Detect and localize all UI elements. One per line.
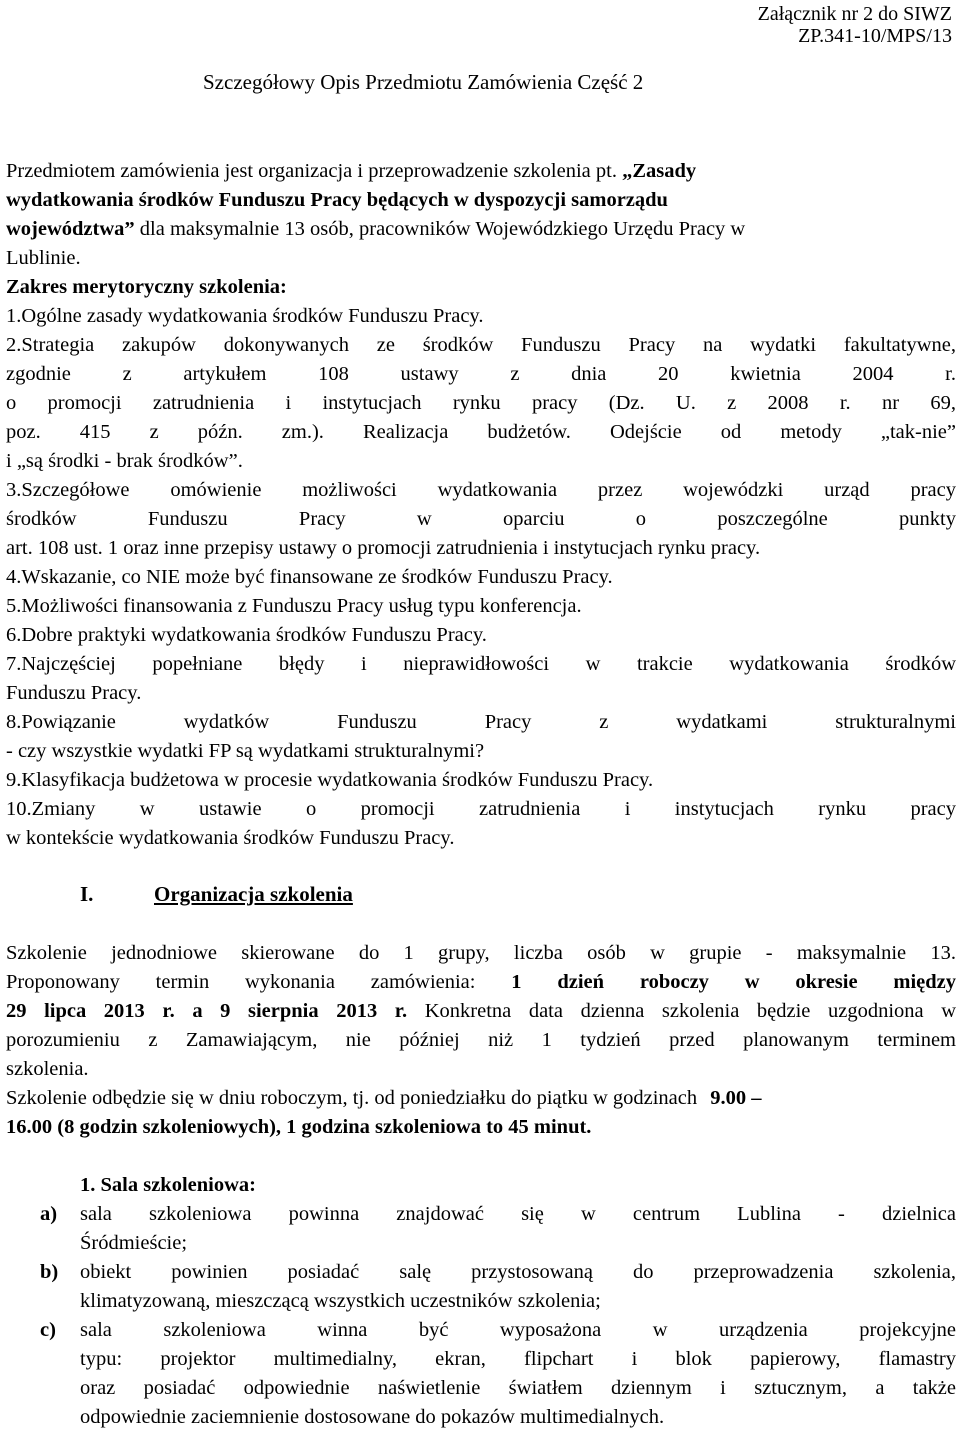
- scope-item-1: 1.Ogólne zasady wydatkowania środków Funduszu Pracy.: [6, 305, 484, 327]
- scope-item-2-line-5: i „są środki - brak środków”.: [6, 450, 243, 472]
- scope-item-8-line-1: 8.Powiązanie wydatków Funduszu Pracy z wydatkami strukturalnymi: [6, 711, 956, 733]
- training-title-start: „Zasady: [622, 160, 697, 182]
- org-line-5: szkolenia.: [6, 1058, 89, 1080]
- training-title-end: województwa”: [6, 218, 135, 240]
- scope-item-10-line-1: 10.Zmiany w ustawie o promocji zatrudnienia i instytucjach rynku pracy: [6, 798, 956, 820]
- intro-line-4: Lublinie.: [6, 247, 81, 269]
- item-c-line-3: oraz posiadać odpowiednie naświetlenie światłem dziennym i sztucznym, a także: [80, 1377, 956, 1399]
- scope-item-2-line-3: o promocji zatrudnienia i instytucjach rynku pracy (Dz. U. z 2008 r. nr 69,: [6, 392, 956, 414]
- scope-heading: Zakres merytoryczny szkolenia:: [6, 276, 287, 298]
- item-c-line-1: sala szkoleniowa winna być wyposażona w urządzenia projekcyjne: [80, 1319, 956, 1341]
- scope-item-7-line-2: Funduszu Pracy.: [6, 682, 142, 704]
- scope-item-2-line-1: 2.Strategia zakupów dokonywanych ze środków Funduszu Pracy na wydatki fakultatywne,: [6, 334, 956, 356]
- scope-item-2-line-4: poz. 415 z późn. zm.). Realizacja budżetów. Odejście od metody „tak-nie”: [6, 421, 956, 443]
- item-b-letter: b): [40, 1261, 59, 1283]
- item-b-line-2: klimatyzowaną, mieszczącą wszystkich uczestników szkolenia;: [80, 1290, 601, 1312]
- item-c-letter: c): [40, 1319, 56, 1341]
- hours-label: Szkolenie odbędzie się w dniu roboczym, tj. od poniedziałku do piątku w godzinach: [6, 1087, 703, 1109]
- document-title: Szczegółowy Opis Przedmiotu Zamówienia Część 2: [203, 70, 644, 94]
- org-line-1: Szkolenie jednodniowe skierowane do 1 grupy, liczba osób w grupie - maksymalnie 13.: [6, 942, 956, 964]
- scope-item-6: 6.Dobre praktyki wydatkowania środków Funduszu Pracy.: [6, 624, 487, 646]
- term-value: 1 dzień roboczy w okresie między: [511, 971, 957, 993]
- intro-line-2: [6, 186, 956, 215]
- org-line-2: [6, 968, 956, 997]
- hours-start: 9.00 –: [710, 1087, 762, 1109]
- item-a-line-2: Śródmieście;: [80, 1232, 188, 1254]
- org-line-4: porozumieniu z Zamawiającym, nie później niż 1 tydzień przed planowanym terminem: [6, 1029, 956, 1051]
- reference-number: ZP.341-10/MPS/13: [798, 25, 952, 47]
- attachment-label: Załącznik nr 2 do SIWZ: [757, 3, 952, 25]
- scope-item-3-line-3: art. 108 ust. 1 oraz inne przepisy ustawy o promocji zatrudnienia i instytucjach rynku pracy.: [6, 537, 761, 559]
- scope-item-3-line-1: 3.Szczegółowe omówienie możliwości wydatkowania przez wojewódzki urząd pracy: [6, 479, 956, 501]
- term-label: Proponowany termin wykonania zamówienia:: [6, 971, 512, 993]
- room-heading: 1. Sala szkoleniowa:: [80, 1174, 256, 1196]
- section-title: Organizacja szkolenia: [154, 882, 353, 906]
- item-a-line-1: sala szkoleniowa powinna znajdować się w centrum Lublina - dzielnica: [80, 1203, 956, 1225]
- intro-line-3: [6, 215, 956, 244]
- term-dates: 29 lipca 2013 r. a 9 sierpnia 2013 r.: [6, 1000, 408, 1022]
- item-b-line-1: obiekt powinien posiadać salę przystosowaną do przeprowadzenia szkolenia,: [80, 1261, 956, 1283]
- org-line-7: 16.00 (8 godzin szkoleniowych), 1 godzina szkoleniowa to 45 minut.: [6, 1116, 592, 1138]
- scope-item-10-line-2: w kontekście wydatkowania środków Funduszu Pracy.: [6, 827, 455, 849]
- org-line-6: [6, 1084, 956, 1113]
- training-title-middle: wydatkowania środków Funduszu Pracy będących w dyspozycji samorządu: [6, 189, 668, 211]
- org-line-3: [6, 997, 956, 1026]
- item-c-line-4: odpowiednie zaciemnienie dostosowane do pokazów multimedialnych.: [80, 1406, 665, 1428]
- scope-item-5: 5.Możliwości finansowania z Funduszu Pracy usług typu konferencja.: [6, 595, 582, 617]
- intro-line-1: [6, 157, 956, 186]
- scope-item-3-line-2: środków Funduszu Pracy w oparciu o poszczególne punkty: [6, 508, 956, 530]
- scope-item-8-line-2: - czy wszystkie wydatki FP są wydatkami strukturalnymi?: [6, 740, 485, 762]
- scope-item-2-line-2: zgodnie z artykułem 108 ustawy z dnia 20 kwietnia 2004 r.: [6, 363, 956, 385]
- scope-item-7-line-1: 7.Najczęściej popełniane błędy i nieprawidłowości w trakcie wydatkowania środków: [6, 653, 956, 675]
- term-note: Konkretna data dzienna szkolenia będzie uzgodniona w: [407, 1000, 957, 1022]
- scope-item-9: 9.Klasyfikacja budżetowa w procesie wydatkowania środków Funduszu Pracy.: [6, 769, 654, 791]
- scope-item-4: 4.Wskazanie, co NIE może być finansowane ze środków Funduszu Pracy.: [6, 566, 613, 588]
- item-c-line-2: typu: projektor multimedialny, ekran, flipchart i blok papierowy, flamastry: [80, 1348, 956, 1370]
- intro-text: Przedmiotem zamówienia jest organizacja i przeprowadzenie szkolenia pt.: [6, 160, 623, 182]
- item-a-letter: a): [40, 1203, 58, 1225]
- intro-text-2: dla maksymalnie 13 osób, pracowników Wojewódzkiego Urzędu Pracy w: [134, 218, 746, 240]
- section-number: I.: [80, 882, 94, 906]
